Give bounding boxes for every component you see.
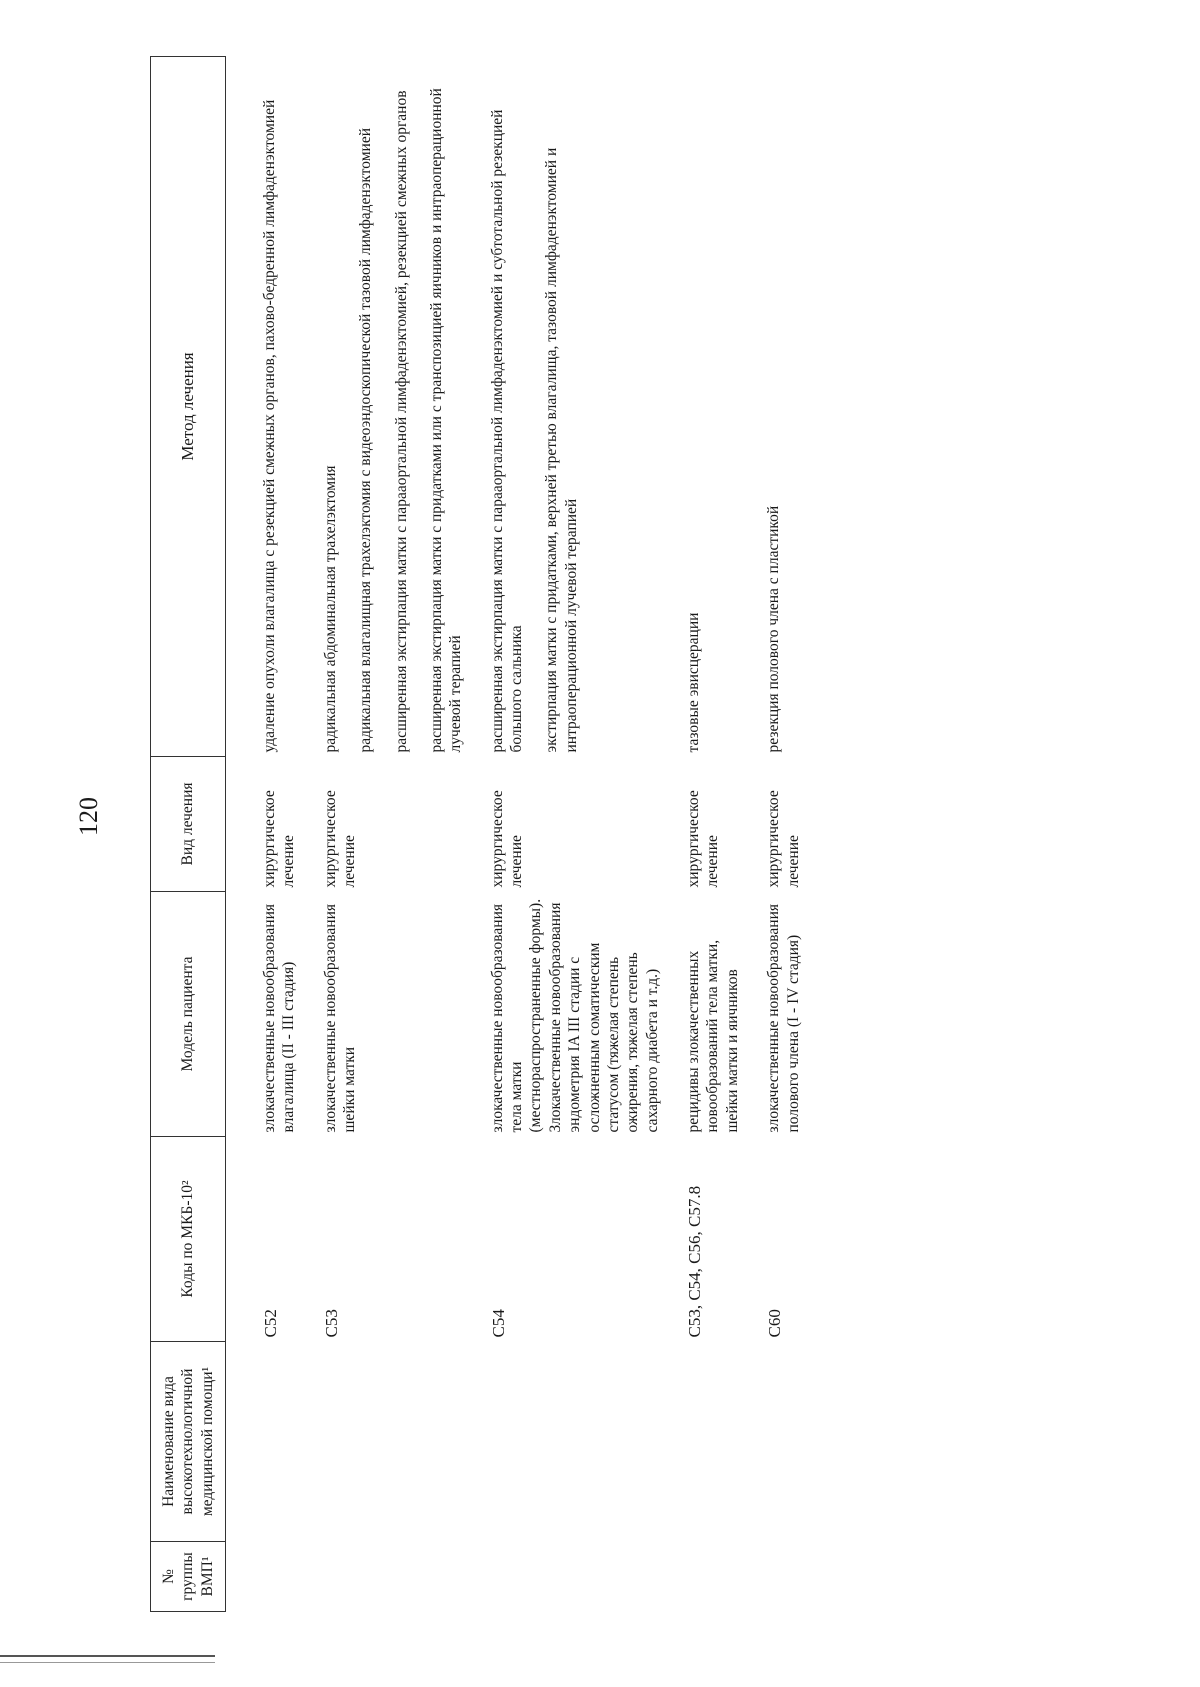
cell-icd-code: C52 bbox=[261, 1309, 280, 1338]
method-item: экстирпация матки с придатками, верхней третью влагалища, тазовой лимфаденэктомией и интраоперационной лучевой терапией bbox=[543, 147, 580, 753]
header-group-number-line: № bbox=[159, 1569, 177, 1584]
method-item: расширенная экстирпация матки с парааортальной лимфаденэктомией и субтотальной резекцией большого сальника bbox=[488, 109, 525, 753]
header-care-type-line: медицинской помощи¹ bbox=[198, 1366, 216, 1517]
cell-treatment-type: хирургическое лечение bbox=[685, 790, 722, 888]
cell-care-type-name bbox=[226, 1342, 321, 1542]
cell-care-type-name bbox=[684, 1342, 764, 1542]
cell-treatment-type: хирургическое лечение bbox=[321, 790, 359, 888]
table-row bbox=[488, 57, 684, 1612]
method-item: удаление опухоли влагалища с резекцией смежных органов, пахово-бедренной лимфаденэктомией bbox=[261, 99, 278, 753]
cell-group-number bbox=[226, 1542, 321, 1612]
table-row bbox=[764, 57, 825, 1612]
scan-edge-rule bbox=[0, 1655, 215, 1657]
cell-group-number bbox=[684, 1542, 764, 1612]
cell-care-type-name bbox=[321, 1342, 488, 1542]
header-care-type-line: Наименование вида bbox=[159, 1376, 177, 1507]
cell-icd-code: C60 bbox=[765, 1309, 785, 1338]
method-item: резекция полового члена с пластикой bbox=[765, 505, 783, 753]
header-icd-codes: Коды по МКБ-10² bbox=[151, 1137, 226, 1342]
cell-icd-code: C54 bbox=[488, 1309, 508, 1338]
cell-group-number bbox=[764, 1542, 825, 1612]
header-treatment-type: Вид лечения bbox=[151, 757, 226, 892]
cell-treatment-type: хирургическое лечение bbox=[765, 790, 802, 888]
header-treatment-method: Метод лечения bbox=[151, 57, 226, 757]
cell-treatment-method bbox=[684, 57, 764, 757]
header-care-type-name bbox=[151, 1342, 226, 1542]
cell-group-number bbox=[321, 1542, 488, 1612]
header-patient-model: Модель пациента bbox=[151, 892, 226, 1137]
cell-icd-code: C53 bbox=[321, 1309, 341, 1338]
page-number: 120 bbox=[74, 797, 103, 836]
header-group-number-line: ВМП¹ bbox=[198, 1556, 216, 1597]
header-group-number-line: группы bbox=[179, 1552, 197, 1601]
cell-treatment-type: хирургическое лечение bbox=[488, 790, 525, 888]
table-header-row bbox=[151, 57, 226, 1612]
cell-patient-model: злокачественные новообразования полового члена (I - IV стадия) bbox=[765, 903, 802, 1133]
method-item: расширенная экстирпация матки с придатками или с транспозицией яичников и интраоперационной лучевой терапией bbox=[427, 88, 465, 753]
method-item: радикальная абдоминальная трахелэктомия bbox=[321, 465, 339, 753]
cell-patient-model: злокачественные новообразования влагалища (II - III стадия) bbox=[261, 903, 298, 1133]
cell-treatment-method bbox=[226, 57, 321, 757]
header-group-number bbox=[151, 1542, 226, 1612]
cell-treatment-method bbox=[764, 57, 825, 757]
treatment-table bbox=[150, 56, 825, 1612]
table-row bbox=[226, 57, 321, 1612]
table-row bbox=[684, 57, 764, 1612]
cell-patient-model: злокачественные новообразования тела матки (местнораспространенные формы). Злокачественные новообразования эндометрия IA III стадии с осложненным соматическим статусом (тяжелая степень ожирения, тяжелая степень сахарного диабета и т.д.) bbox=[488, 898, 661, 1133]
header-care-type-line: высокотехнологичной bbox=[179, 1368, 197, 1515]
cell-icd-code: C53, C54, C56, C57.8 bbox=[685, 1185, 704, 1338]
cell-care-type-name bbox=[764, 1342, 825, 1542]
table-row bbox=[321, 57, 488, 1612]
cell-patient-model: злокачественные новообразования шейки матки bbox=[321, 903, 359, 1133]
cell-care-type-name bbox=[488, 1342, 684, 1542]
method-item: тазовые эвисцерации bbox=[685, 612, 702, 753]
cell-treatment-method bbox=[321, 57, 488, 757]
cell-treatment-method bbox=[488, 57, 684, 757]
scan-edge-rule bbox=[0, 1662, 215, 1663]
cell-group-number bbox=[488, 1542, 684, 1612]
cell-treatment-type: хирургическое лечение bbox=[261, 790, 298, 888]
method-item: радикальная влагалищная трахелэктомия с видеоэндоскопической тазовой лимфаденэктомией bbox=[357, 127, 375, 753]
method-item: расширенная экстирпация матки с парааортальной лимфаденэктомией, резекцией смежных органов bbox=[392, 90, 410, 753]
rotated-page-content bbox=[150, 57, 1160, 1612]
cell-patient-model: рецидивы злокачественных новообразований тела матки, шейки матки и яичников bbox=[685, 939, 741, 1133]
